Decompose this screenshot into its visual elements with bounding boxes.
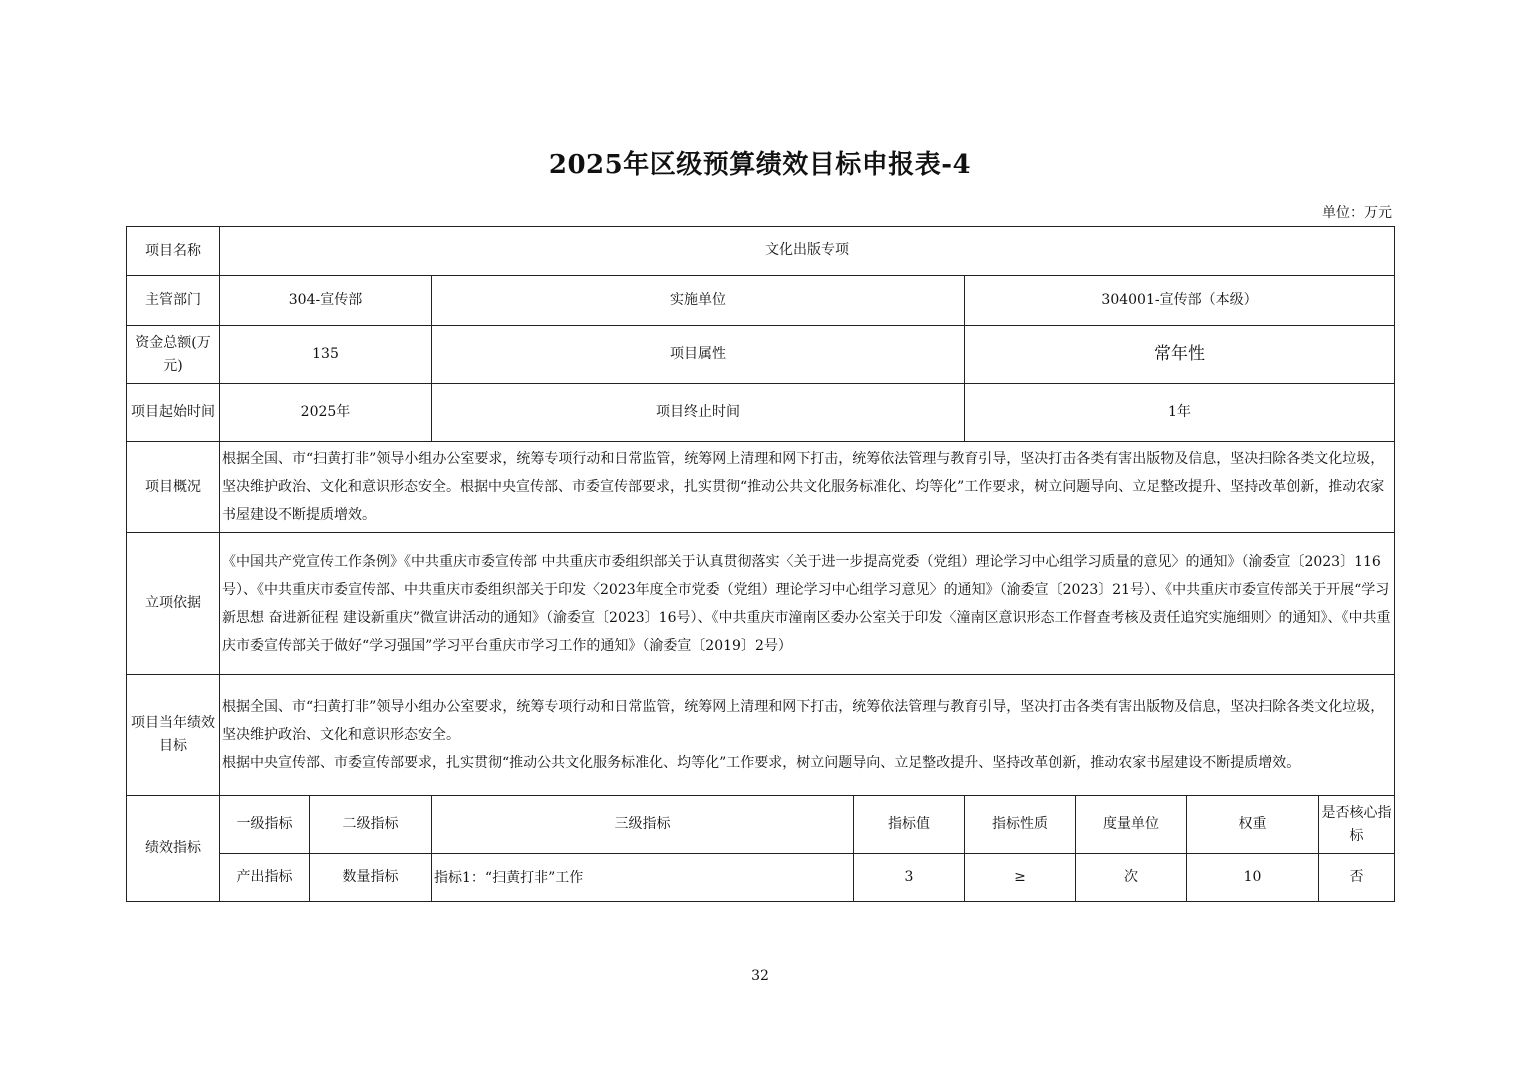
header-level2: 二级指标 (310, 796, 432, 854)
header-unit: 度量单位 (1076, 796, 1187, 854)
overview-label: 项目概况 (127, 442, 220, 533)
unit-label: 单位：万元 (1322, 205, 1392, 221)
row-indicator-headers (127, 796, 1395, 854)
page-number: 32 (751, 968, 769, 984)
indicator-level2: 数量指标 (310, 854, 432, 902)
indicator-value: 3 (854, 854, 965, 902)
row-department (127, 276, 1395, 326)
row-timing (127, 384, 1395, 442)
indicators-label: 绩效指标 (127, 796, 220, 902)
project-name-value: 文化出版专项 (220, 227, 1395, 276)
start-time-value: 2025年 (220, 384, 432, 442)
implementing-unit-value: 304001-宣传部（本级） (965, 276, 1395, 326)
indicator-level1: 产出指标 (220, 854, 310, 902)
end-time-label: 项目终止时间 (432, 384, 965, 442)
project-attribute-value: 常年性 (965, 326, 1395, 384)
project-attribute-label: 项目属性 (432, 326, 965, 384)
indicator-level3: 指标1：“扫黄打非”工作 (432, 854, 854, 902)
start-time-label: 项目起始时间 (127, 384, 220, 442)
indicator-core: 否 (1319, 854, 1395, 902)
row-goal (127, 675, 1395, 796)
end-time-value: 1年 (965, 384, 1395, 442)
row-project-name (127, 227, 1395, 276)
goal-paragraph-1: 根据全国、市“扫黄打非”领导小组办公室要求，统筹专项行动和日常监管，统筹网上清理和网下打击，统筹依法管理与教育引导，坚决打击各类有害出版物及信息，坚决扫除各类文化垃圾，坚决维护政治、文化和意识形态安全。 (222, 699, 1385, 743)
basis-text: 《中国共产党宣传工作条例》《中共重庆市委宣传部 中共重庆市委组织部关于认真贯彻落实〈关于进一步提高党委（党组）理论学习中心组学习质量的意见〉的通知》（渝委宣〔2023〕116号）、《中共重庆市委宣传部、中共重庆市委组织部关于印发〈2023年度全市党委（党组）理论学习中心组学习意见〉的通知》（渝委宣〔2023〕21号）、《中共重庆市委宣传部关于开展“学习新思想 奋进新征程 建设新重庆”微宣讲活动的通知》（渝委宣〔2023〕16号）、《中共重庆市潼南区委办公室关于印发〈潼南区意识形态工作督查考核及责任追究实施细则〉的通知》、《中共重庆市委宣传部关于做好“学习强国”学习平台重庆市学习工作的通知》（渝委宣〔2019〕2号） (220, 533, 1395, 675)
header-value: 指标值 (854, 796, 965, 854)
row-basis (127, 533, 1395, 675)
header-level3: 三级指标 (432, 796, 854, 854)
indicator-unit: 次 (1076, 854, 1187, 902)
department-value: 304-宣传部 (220, 276, 432, 326)
goal-label: 项目当年绩效目标 (127, 675, 220, 796)
table-row (127, 854, 1395, 902)
department-label: 主管部门 (127, 276, 220, 326)
funding-total-value: 135 (220, 326, 432, 384)
performance-target-table (126, 226, 1395, 902)
project-name-label: 项目名称 (127, 227, 220, 276)
funding-total-label: 资金总额(万元) (127, 326, 220, 384)
header-weight: 权重 (1187, 796, 1319, 854)
goal-text (220, 675, 1395, 796)
basis-label: 立项依据 (127, 533, 220, 675)
overview-text: 根据全国、市“扫黄打非”领导小组办公室要求，统筹专项行动和日常监管，统筹网上清理和网下打击，统筹依法管理与教育引导，坚决打击各类有害出版物及信息，坚决扫除各类文化垃圾，坚决维护政治、文化和意识形态安全。根据中央宣传部、市委宣传部要求，扎实贯彻“推动公共文化服务标准化、均等化”工作要求，树立问题导向、立足整改提升、坚持改革创新，推动农家书屋建设不断提质增效。 (220, 442, 1395, 533)
header-core: 是否核心指标 (1319, 796, 1395, 854)
header-nature: 指标性质 (965, 796, 1076, 854)
implementing-unit-label: 实施单位 (432, 276, 965, 326)
indicator-weight: 10 (1187, 854, 1319, 902)
row-overview (127, 442, 1395, 533)
row-funding (127, 326, 1395, 384)
indicator-nature: ≥ (965, 854, 1076, 902)
page-title: 2025年区级预算绩效目标申报表-4 (548, 150, 972, 180)
header-level1: 一级指标 (220, 796, 310, 854)
goal-paragraph-2: 根据中央宣传部、市委宣传部要求，扎实贯彻“推动公共文化服务标准化、均等化”工作要求，树立问题导向、立足整改提升、坚持改革创新，推动农家书屋建设不断提质增效。 (222, 755, 1301, 771)
